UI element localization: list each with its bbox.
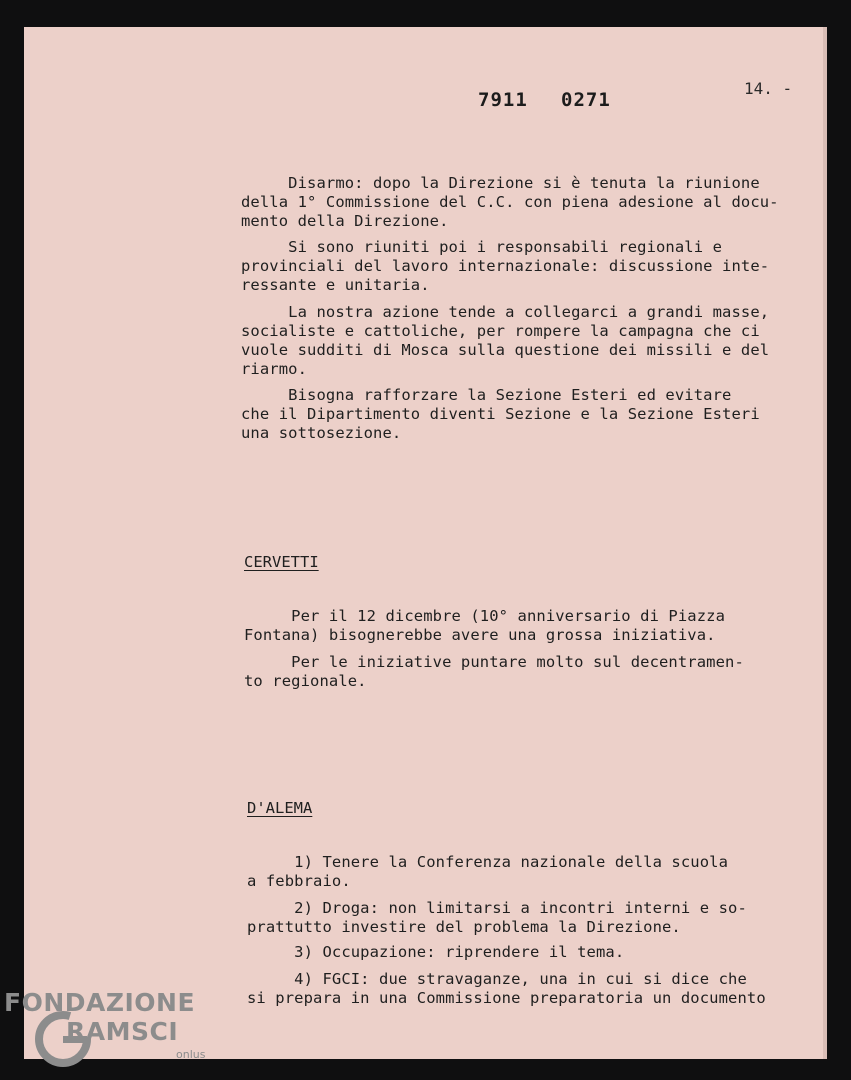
page-edge — [823, 27, 827, 1059]
paragraph-azione: La nostra azione tende a collegarci a grandi masse, socialiste e cattoliche, per rompere la campagna che ci vuole sudditi di Mosca sulla questione dei missili e del riarmo. — [241, 303, 770, 378]
archive-stamp-right: 0271 — [561, 89, 611, 111]
list-item-1: 1) Tenere la Conferenza nazionale della scuola a febbraio. — [247, 853, 729, 890]
watermark-line1: FONDAZIONE — [4, 988, 196, 1017]
paragraph-responsabili: Si sono riuniti poi i responsabili regionali e provinciali del lavoro internazionale: discussione inte- ressante e unitaria. — [241, 238, 770, 294]
paragraph-sezione-esteri: Bisogna rafforzare la Sezione Esteri ed evitare che il Dipartimento diventi Sezione e la Sezione Esteri una sottosezione. — [241, 386, 760, 442]
archive-stamp-left: 7911 — [478, 89, 528, 111]
section-heading-dalema: D'ALEMA — [247, 799, 313, 817]
fondazione-gramsci-watermark — [4, 988, 214, 1080]
section-heading-cervetti: CERVETTI — [244, 553, 319, 571]
watermark-suffix: onlus — [176, 1048, 206, 1061]
paragraph-disarmo: Disarmo: dopo la Direzione si è tenuta la riunione della 1° Commissione del C.C. con piena adesione al docu- mento della Direzione. — [241, 174, 779, 230]
paragraph-cervetti-1: Per il 12 dicembre (10° anniversario di Piazza Fontana) bisognerebbe avere una grossa iniziativa. — [244, 607, 726, 644]
list-item-2: 2) Droga: non limitarsi a incontri interni e so- prattutto investire del problema la Direzione. — [247, 899, 747, 936]
list-item-4: 4) FGCI: due stravaganze, una in cui si dice che si prepara in una Commissione preparatoria un documento — [247, 970, 766, 1007]
list-item-3: 3) Occupazione: riprendere il tema. — [247, 943, 625, 961]
paragraph-cervetti-2: Per le iniziative puntare molto sul decentramen- to regionale. — [244, 653, 744, 690]
document-page — [24, 27, 827, 1059]
page-number: 14. - — [744, 79, 793, 98]
watermark-line2: RAMSCI — [66, 1017, 179, 1046]
